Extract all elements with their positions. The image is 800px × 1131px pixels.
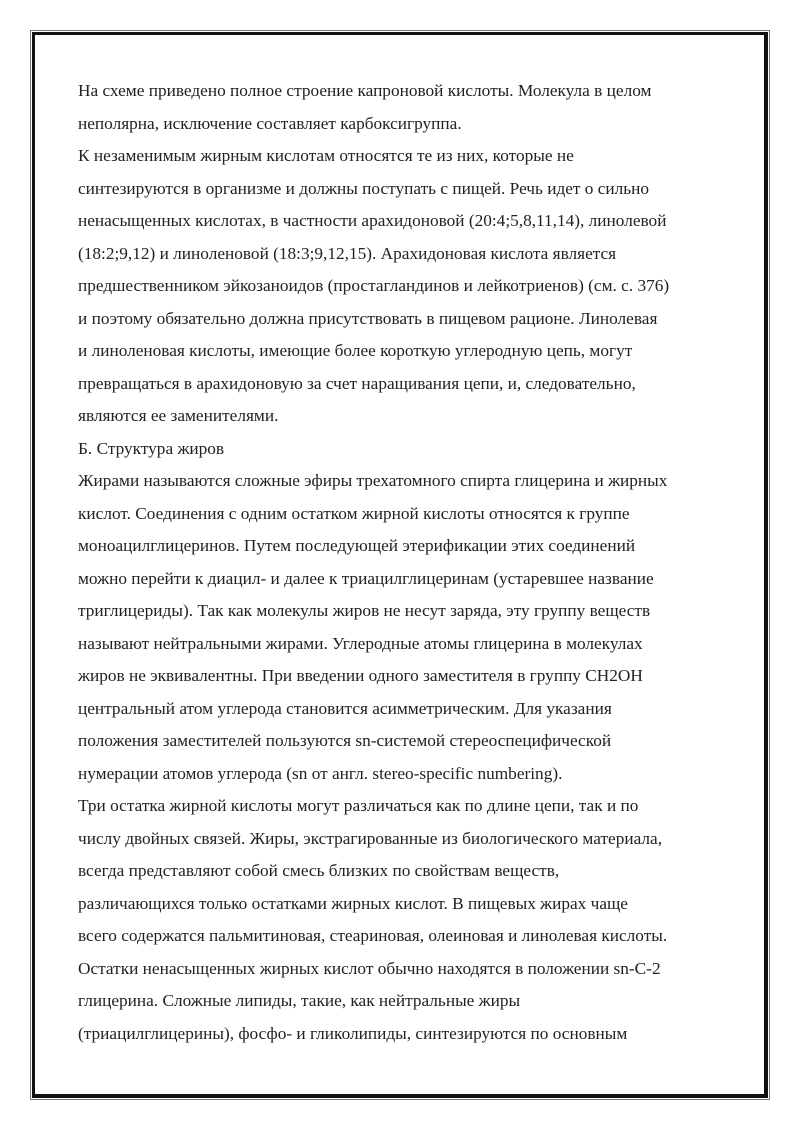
text-line: различающихся только остатками жирных кислот. В пищевых жирах чаще [78,893,628,913]
text-line: (18:2;9,12) и линоленовой (18:3;9,12,15). Арахидоновая кислота является [78,243,617,263]
text-line: центральный атом углерода становится асимметрическим. Для указания [78,698,612,718]
text-line: положения заместителей пользуются sn-системой стереоспецифической [78,731,612,750]
text-line: предшественником эйкозаноидов (простагландинов и лейкотриенов) (см. с. 376) [78,276,670,295]
text-line: (триацилглицерины), фосфо- и гликолипиды, синтезируются по основным [78,1023,628,1043]
page-frame [32,32,768,1098]
text-line: На схеме приведено полное строение капроновой кислоты. Молекула в целом [78,81,652,100]
text-line: превращаться в арахидоновую за счет наращивания цепи, и, следовательно, [78,373,636,393]
text-line: всего содержатся пальмитиновая, стеариновая, олеиновая и линолевая кислоты. [78,926,668,945]
text-line: триглицериды). Так как молекулы жиров не несут заряда, эту группу веществ [78,601,651,620]
text-line: кислот. Соединения с одним остатком жирной кислоты относятся к группе [78,503,630,523]
text-line: нумерации атомов углерода (sn от англ. stereo-specific numbering). [78,763,563,783]
text-line: называют нейтральными жирами. Углеродные атомы глицерина в молекулах [78,633,643,653]
text-line: жиров не эквивалентны. При введении одного заместителя в группу CH2OH [78,666,643,685]
section-heading: Б. Структура жиров [78,438,225,458]
text-line: Остатки ненасыщенных жирных кислот обычно находятся в положении sn-C-2 [78,958,661,978]
document-body [78,75,738,1050]
text-line: и линоленовая кислоты, имеющие более короткую углеродную цепь, могут [78,341,633,360]
text-line: являются ее заменителями. [78,406,279,425]
text-line: ненасыщенных кислотах, в частности арахидоновой (20:4;5,8,11,14), линолевой [78,211,667,230]
text-line: всегда представляют собой смесь близких по свойствам веществ, [78,861,560,880]
text-line: Три остатка жирной кислоты могут различаться как по длине цепи, так и по [78,796,639,815]
text-line: и поэтому обязательно должна присутствовать в пищевом рационе. Линолевая [78,308,658,328]
text-line: числу двойных связей. Жиры, экстрагированные из биологического материала, [78,828,663,848]
text-line: К незаменимым жирным кислотам относятся те из них, которые не [78,146,574,165]
text-line: моноацилглицеринов. Путем последующей этерификации этих соединений [78,536,636,555]
text-line: синтезируются в организме и должны поступать с пищей. Речь идет о сильно [78,178,650,198]
text-line: можно перейти к диацил- и далее к триацилглицеринам (устаревшее название [78,568,654,588]
text-line: Жирами называются сложные эфиры трехатомного спирта глицерина и жирных [78,471,668,490]
text-line: неполярна, исключение составляет карбоксигруппа. [78,113,462,133]
text-line: глицерина. Сложные липиды, такие, как нейтральные жиры [78,991,521,1010]
